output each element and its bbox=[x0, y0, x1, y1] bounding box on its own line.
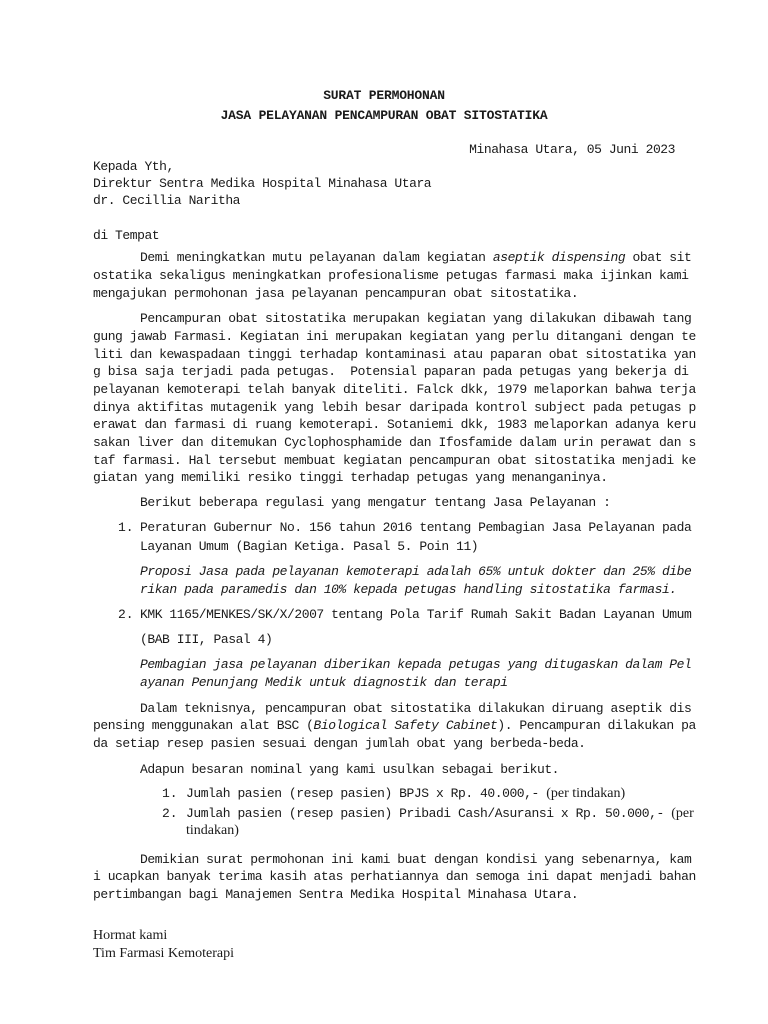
letter-title: SURAT PERMOHONAN bbox=[323, 88, 445, 103]
paragraph-2-line: Pencampuran obat sitostatika merupakan kegiatan yang dilakukan dibawah tang bbox=[140, 311, 692, 326]
recipient-place: di Tempat bbox=[93, 228, 160, 243]
paragraph-4-line: pensing menggunakan alat BSC (Biological Safety Cabinet). Pencampuran dilakukan pa bbox=[93, 718, 696, 733]
paragraph-3: Berikut beberapa regulasi yang mengatur tentang Jasa Pelayanan : bbox=[140, 495, 611, 510]
italic-term: aseptik dispensing bbox=[492, 250, 626, 265]
recipient-greeting: Kepada Yth, bbox=[93, 159, 174, 174]
paragraph-2-line: g bisa saja terjadi pada petugas. Potensial paparan pada petugas yang bekerja di bbox=[93, 364, 689, 379]
fee-1-number: 1. bbox=[162, 786, 178, 801]
regulation-2-quote: ayanan Penunjang Medik untuk diagnostik dan terapi bbox=[140, 675, 508, 690]
closing-line: i ucapkan banyak terima kasih atas perhatiannya dan semoga ini dapat menjadi bahan bbox=[93, 869, 696, 884]
fee-2-line-cont: tindakan) bbox=[186, 823, 239, 838]
regulation-1-quote: rikan pada paramedis dan 10% kepada petugas handling sitostatika farmasi. bbox=[140, 582, 677, 597]
fee-2-number: 2. bbox=[162, 806, 178, 821]
closing-line: Demikian surat permohonan ini kami buat dengan kondisi yang sebenarnya, kam bbox=[140, 852, 692, 867]
paragraph-2-line: erawat dan farmasi di ruang kemoterapi. Sotaniemi dkk, 1983 melaporkan adanya keru bbox=[93, 417, 696, 432]
paragraph-4-line: Dalam teknisnya, pencampuran obat sitostatika dilakukan diruang aseptik dis bbox=[140, 701, 692, 716]
paragraph-2-line: giatan yang memiliki resiko tinggi terhadap petugas yang menanganinya. bbox=[93, 470, 608, 485]
paragraph-2-line: gung jawab Farmasi. Kegiatan ini merupakan kegiatan yang perlu ditangani dengan te bbox=[93, 329, 696, 344]
regulation-1-line: Peraturan Gubernur No. 156 tahun 2016 tentang Pembagian Jasa Pelayanan pada bbox=[140, 520, 692, 535]
regulation-1-line: Layanan Umum (Bagian Ketiga. Pasal 5. Poin 11) bbox=[140, 539, 479, 554]
regulation-2-number: 2. bbox=[118, 607, 134, 622]
regulation-1-quote: Proposi Jasa pada pelayanan kemoterapi adalah 65% untuk dokter dan 25% dibe bbox=[140, 564, 692, 579]
paragraph-1-line: Demi meningkatkan mutu pelayanan dalam kegiatan aseptik dispensing obat sit bbox=[140, 250, 692, 265]
closing-line: pertimbangan bagi Manajemen Sentra Medika Hospital Minahasa Utara. bbox=[93, 887, 579, 902]
paragraph-2-line: sakan liver dan ditemukan Cyclophosphamide dan Ifosfamide dalam urin perawat dan s bbox=[93, 435, 696, 450]
letter-subtitle: JASA PELAYANAN PENCAMPURAN OBAT SITOSTATIKA bbox=[220, 108, 548, 123]
paragraph-2-line: pelayanan kemoterapi telah banyak diteliti. Falck dkk, 1979 melaporkan bahwa terja bbox=[93, 382, 696, 397]
fee-1-line: Jumlah pasien (resep pasien) BPJS x Rp. 40.000,- (per tindakan) bbox=[186, 786, 626, 801]
letter-date: Minahasa Utara, 05 Juni 2023 bbox=[469, 142, 675, 157]
signature-team: Tim Farmasi Kemoterapi bbox=[93, 946, 235, 961]
italic-term: Biological Safety Cabinet bbox=[313, 718, 498, 733]
regulation-2-line: (BAB III, Pasal 4) bbox=[140, 632, 273, 647]
paragraph-5: Adapun besaran nominal yang kami usulkan sebagai berikut. bbox=[140, 762, 560, 777]
fee-2-line: Jumlah pasien (resep pasien) Pribadi Cash/Asuransi x Rp. 50.000,- (per bbox=[186, 806, 694, 821]
regulation-1-number: 1. bbox=[118, 520, 134, 535]
signature-greeting: Hormat kami bbox=[93, 928, 168, 943]
regulation-2-line: KMK 1165/MENKES/SK/X/2007 tentang Pola Tarif Rumah Sakit Badan Layanan Umum bbox=[140, 607, 692, 622]
recipient-title: Direktur Sentra Medika Hospital Minahasa Utara bbox=[93, 176, 432, 191]
paragraph-2-line: liti dan kewaspadaan tinggi terhadap kontaminasi atau paparan obat sitostatika yan bbox=[93, 347, 696, 362]
paragraph-1-line: ostatika sekaligus meningkatkan profesionalisme petugas farmasi maka ijinkan kami bbox=[93, 268, 689, 283]
paragraph-1-line: mengajukan permohonan jasa pelayanan pencampuran obat sitostatika. bbox=[93, 286, 579, 301]
paragraph-2-line: dinya aktifitas mutagenik yang lebih besar daripada kontrol subject pada petugas p bbox=[93, 400, 696, 415]
paragraph-2-line: taf farmasi. Hal tersebut membuat kegiatan pencampuran obat sitostatika menjadi ke bbox=[93, 453, 696, 468]
regulation-2-quote: Pembagian jasa pelayanan diberikan kepada petugas yang ditugaskan dalam Pel bbox=[140, 657, 692, 672]
paragraph-4-line: da setiap resep pasien sesuai dengan jumlah obat yang berbeda-beda. bbox=[93, 736, 586, 751]
recipient-name: dr. Cecillia Naritha bbox=[93, 193, 241, 208]
